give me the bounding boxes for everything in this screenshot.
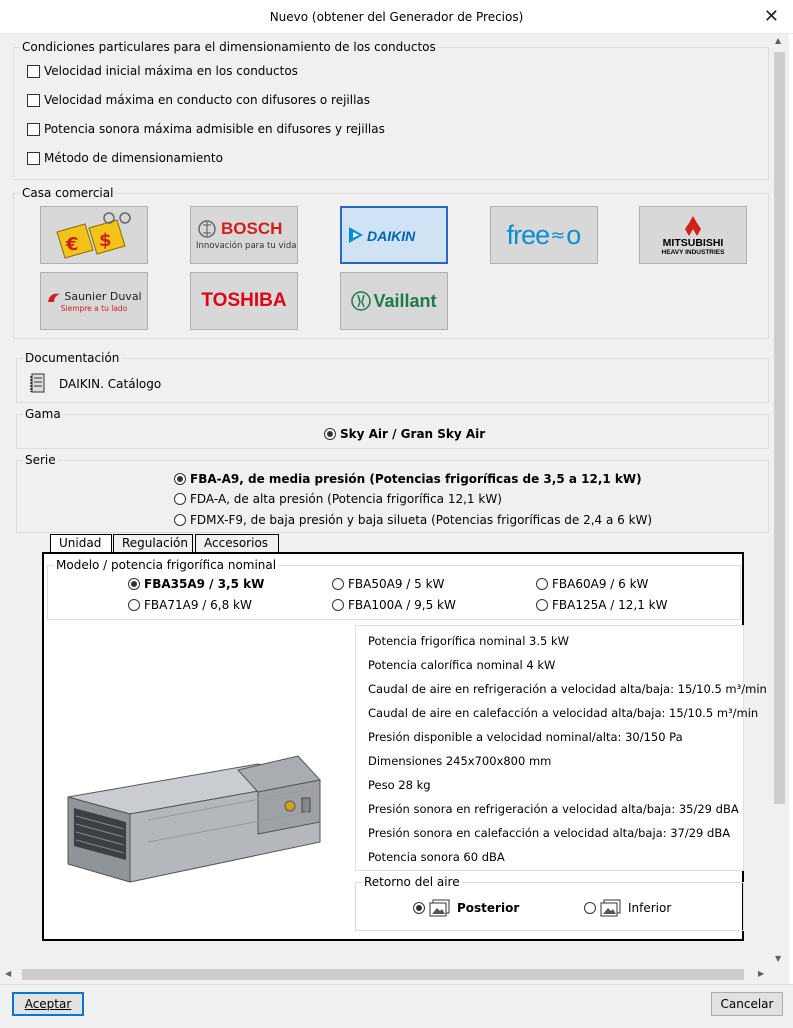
cancel-label: Cancelar [720, 997, 774, 1011]
vaillant-wordmark: Vaillant [373, 290, 437, 311]
spec-line: Potencia sonora 60 dBA [368, 850, 505, 864]
brand-saunier-duval[interactable] [40, 272, 148, 330]
radio-serie-fda[interactable] [174, 491, 502, 507]
specs-panel [355, 625, 767, 871]
radio-model-fba125a[interactable] [536, 597, 667, 613]
saunier-wordmark: Saunier Duval [64, 290, 142, 303]
vertical-scroll-thumb[interactable] [774, 52, 785, 804]
checkbox-label: Velocidad inicial máxima en los conductos [44, 64, 298, 78]
model-legend: Modelo / potencia frigorífica nominal [56, 558, 277, 572]
brand-bosch[interactable] [190, 206, 298, 264]
brand-toshiba[interactable] [190, 272, 298, 330]
radio-label: FDMX-F9, de baja presión y baja silueta (Potencias frigoríficas de 2,4 a 6 kW) [190, 513, 653, 527]
spec-line: Caudal de aire en calefacción a velocidad alta/baja: 15/10.5 m³/min [368, 706, 759, 720]
radio-label: FBA60A9 / 6 kW [552, 577, 649, 591]
radio-button[interactable] [128, 599, 140, 611]
documentation-group [16, 351, 769, 403]
spec-line: Dimensiones 245x700x800 mm [368, 754, 552, 768]
documentation-legend: Documentación [25, 351, 120, 365]
saunier-tagline: Siempre a tu lado [60, 303, 128, 313]
radio-retorno-inferior[interactable] [584, 900, 671, 916]
bosch-armature-icon [197, 219, 217, 239]
svg-text:$: $ [99, 230, 112, 251]
radio-button[interactable] [413, 902, 425, 914]
spec-line: Potencia frigorífica nominal 3.5 kW [368, 634, 570, 648]
radio-button[interactable] [584, 902, 596, 914]
conditions-legend: Condiciones particulares para el dimensionamiento de los conductos [22, 40, 436, 54]
checkbox-label: Potencia sonora máxima admisible en difusores y rejillas [44, 122, 385, 136]
spec-line: Presión sonora en refrigeración a velocidad alta/baja: 35/29 dBA [368, 802, 739, 816]
catalog-book-icon [29, 372, 47, 394]
brand-free[interactable] [490, 206, 598, 264]
radio-button[interactable] [174, 493, 186, 505]
radio-label: FBA100A / 9,5 kW [348, 598, 456, 612]
free-wave-icon: ≈ [550, 224, 566, 246]
radio-label: FBA35A9 / 3,5 kW [144, 577, 265, 591]
spec-line: Caudal de aire en refrigeración a velocidad alta/baja: 15/10.5 m³/min [368, 682, 767, 696]
tab-regulacion[interactable]: Regulación [113, 534, 193, 552]
free-o-icon: o [566, 219, 582, 250]
toshiba-wordmark: TOSHIBA [201, 290, 287, 311]
checkbox-box[interactable] [27, 123, 40, 136]
radio-model-fba35a9[interactable] [128, 576, 264, 592]
vaillant-hare-icon [351, 290, 371, 312]
mitsubishi-subtitle: HEAVY INDUSTRIES [661, 248, 725, 256]
window-title: Nuevo (obtener del Generador de Precios) [269, 10, 524, 24]
retorno-legend: Retorno del aire [364, 875, 460, 889]
scroll-right-icon[interactable]: ▶ [758, 969, 765, 978]
checkbox-sound-power[interactable] [27, 121, 385, 137]
price-tags-icon [49, 210, 139, 260]
checkbox-box[interactable] [27, 152, 40, 165]
checkbox-label: Método de dimensionamiento [44, 151, 223, 165]
horizontal-scroll-thumb[interactable] [22, 969, 744, 980]
checkbox-box[interactable] [27, 65, 40, 78]
spec-line: Potencia calorífica nominal 4 kW [368, 658, 556, 672]
checkbox-initial-velocity[interactable] [27, 63, 298, 79]
radio-button[interactable] [536, 599, 548, 611]
daikin-wordmark: DAIKIN [367, 228, 416, 244]
brands-legend: Casa comercial [22, 186, 114, 200]
serie-legend: Serie [25, 453, 56, 467]
tab-panel-unidad [42, 552, 767, 941]
radio-gama-sky-air[interactable] [324, 426, 485, 442]
radio-model-fba71a9[interactable] [128, 597, 252, 613]
dialog-footer [0, 984, 793, 1028]
checkbox-box[interactable] [27, 94, 40, 107]
radio-label: FBA71A9 / 6,8 kW [144, 598, 252, 612]
checkbox-label: Velocidad máxima en conducto con difusores o rejillas [44, 93, 371, 107]
title-bar [0, 0, 793, 34]
svg-text:€: € [66, 234, 79, 255]
bosch-wordmark: BOSCH [221, 219, 283, 238]
tab-accesorios[interactable]: Accesorios [195, 534, 279, 552]
radio-label: Posterior [457, 901, 520, 915]
radio-button[interactable] [174, 473, 186, 485]
radio-label: FBA125A / 12,1 kW [552, 598, 668, 612]
radio-label: FBA-A9, de media presión (Potencias frigoríficas de 3,5 a 12,1 kW) [190, 472, 642, 486]
gama-group [16, 407, 769, 449]
scroll-left-icon[interactable]: ◀ [5, 969, 12, 978]
brand-mitsubishi[interactable] [639, 206, 747, 264]
cancel-button[interactable] [711, 992, 783, 1016]
radio-serie-fdmx[interactable] [174, 512, 652, 528]
brands-group [13, 186, 769, 339]
tab-unidad[interactable]: Unidad [50, 534, 112, 553]
radio-label: FDA-A, de alta presión (Potencia frigorífica 12,1 kW) [190, 492, 502, 506]
checkbox-sizing-method[interactable] [27, 150, 223, 166]
checkbox-max-velocity[interactable] [27, 92, 370, 108]
radio-model-fba50a9[interactable] [332, 576, 444, 592]
radio-button[interactable] [332, 599, 344, 611]
radio-label: Sky Air / Gran Sky Air [340, 427, 486, 441]
radio-model-fba100a[interactable] [332, 597, 456, 613]
spec-line: Presión disponible a velocidad nominal/alta: 30/150 Pa [368, 730, 683, 744]
model-group [47, 558, 741, 620]
free-wordmark: free [506, 219, 550, 250]
gama-legend: Gama [25, 407, 61, 421]
brand-daikin[interactable] [340, 206, 448, 264]
brand-vaillant[interactable] [340, 272, 448, 330]
documentation-item[interactable]: DAIKIN. Catálogo [59, 377, 162, 391]
serie-group [16, 453, 769, 533]
radio-button[interactable] [174, 514, 186, 526]
close-icon[interactable]: ✕ [763, 6, 779, 27]
saunier-flame-icon [46, 290, 62, 304]
radio-label: FBA50A9 / 5 kW [348, 577, 445, 591]
daikin-logo-icon [346, 220, 442, 250]
conditions-group [13, 40, 769, 180]
spec-line: Presión sonora en calefacción a velocidad alta/baja: 37/29 dBA [368, 826, 731, 840]
mitsubishi-wordmark: MITSUBISHI [662, 236, 724, 249]
horizontal-scrollbar[interactable] [0, 966, 771, 984]
image-icon [600, 899, 622, 917]
image-icon [429, 899, 451, 917]
retorno-group [355, 875, 744, 931]
tab-strip [50, 534, 310, 554]
dialog-content [0, 34, 771, 966]
radio-button[interactable] [128, 578, 140, 590]
product-image [58, 742, 343, 892]
scroll-up-icon[interactable]: ▲ [775, 36, 782, 45]
spec-line: Peso 28 kg [368, 778, 431, 792]
brand-generic-prices[interactable] [40, 206, 148, 264]
bosch-tagline: Innovación para tu vida [196, 241, 297, 251]
scroll-down-icon[interactable]: ▼ [775, 954, 782, 963]
radio-button[interactable] [536, 578, 548, 590]
radio-model-fba60a9[interactable] [536, 576, 648, 592]
mitsubishi-diamonds-icon [680, 215, 706, 237]
radio-button[interactable] [324, 428, 336, 440]
radio-retorno-posterior[interactable] [413, 900, 519, 916]
radio-serie-fba[interactable] [174, 471, 642, 487]
accept-button[interactable] [12, 992, 84, 1016]
radio-label: Inferior [628, 901, 672, 915]
accept-label: Aceptar [24, 997, 72, 1011]
radio-button[interactable] [332, 578, 344, 590]
vertical-scrollbar[interactable] [771, 34, 789, 984]
